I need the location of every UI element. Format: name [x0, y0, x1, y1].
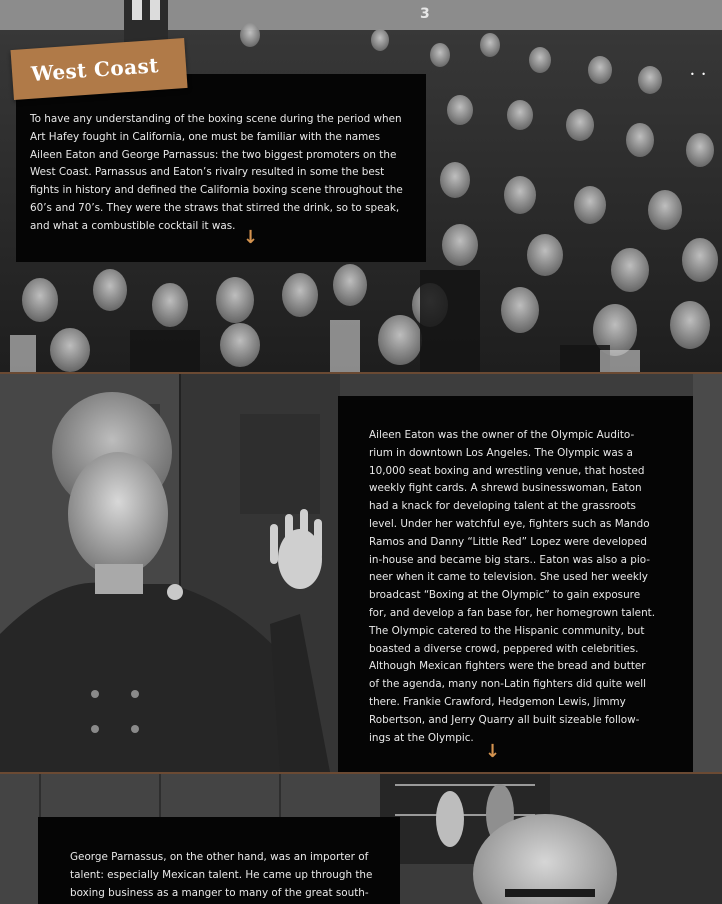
west-coast-section — [0, 0, 722, 372]
george-parnassus-section — [0, 774, 722, 904]
george-parnassus-paragraph: George Parnassus, on the other hand, was an importer of talent: especially Mexican talent. He came up through the boxing business as a manger to many of the great south- — [70, 851, 373, 899]
down-arrow-icon[interactable]: ↓ — [243, 227, 259, 248]
aileen-eaton-paragraph: Aileen Eaton was the owner of the Olympic Audito- rium in downtown Los Angeles. The Olympic was a 10,000 seat boxing and wrestling venue, that hosted weekly fight cards. A shrewd businesswoman, Eaton had a knack for developing talent at the grassroots level. Under her watchful eye, fighters such as Mando Ramos and Danny “Little Red” Lopez were developed in-house and became big stars.. Eaton was also a pio- neer when it came to television. She used her weekly broadcast “Boxing at the Olympic” to gain exposure for, and develop a fan base for, her homegrown talent. The Olympic catered to the Hispanic community, but boasted a diverse crowd, peppered with celebrities. Although Mexican fighters were the bread and butter of the agenda, many non-Latin fighters did quite well there. Frankie Crawford, Hedgemon Lewis, Jimmy Robertson, and Jerry Quarry all built sizeable follow- ings at the Olympic. — [369, 429, 656, 744]
george-parnassus-text-box — [38, 817, 400, 904]
svg-text:3: 3 — [420, 6, 430, 22]
decorative-dots: • • — [690, 70, 708, 79]
west-coast-text-box — [16, 74, 426, 262]
down-arrow-icon[interactable]: ↓ — [485, 741, 501, 762]
section-heading: West Coast — [30, 53, 160, 86]
west-coast-paragraph: To have any understanding of the boxing scene during the period when Art Hafey fought in California, one must be familiar with the names Aileen Eaton and George Parnassus: the two biggest promoters on the West Coast. Parnassus and Eaton’s rivalry resulted in some the best fights in history and defined the California boxing scene throughout the 60’s and 70’s. They were the straws that stirred the drink, so to speak, and what a combustible cocktail it was. — [30, 113, 403, 232]
aileen-eaton-section — [0, 374, 722, 772]
aileen-eaton-text-box — [338, 396, 693, 772]
